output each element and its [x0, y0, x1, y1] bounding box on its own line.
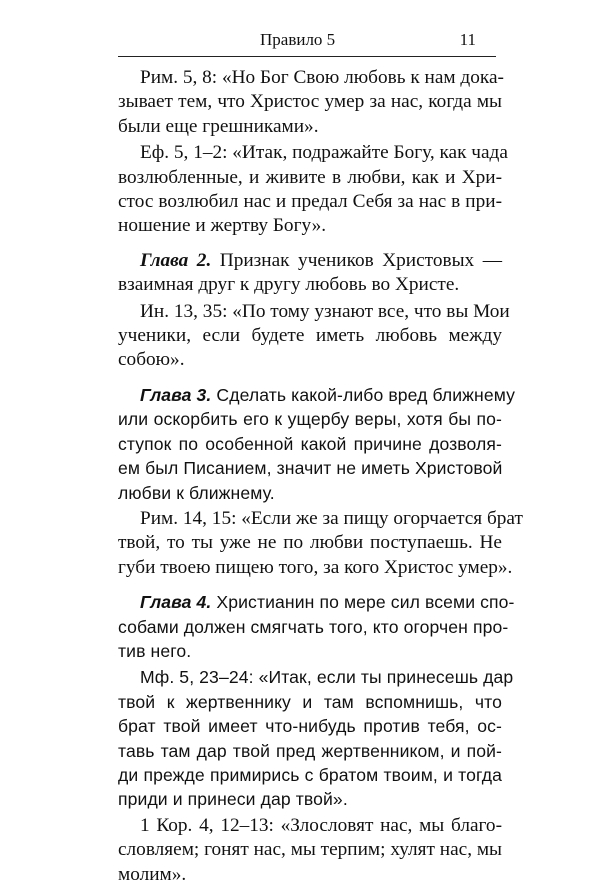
- paragraph-john-13-35: [118, 300, 510, 373]
- chapter-4-text: Христианин по мере сил всеми спо-: [211, 592, 515, 613]
- chapter-2-heading: [118, 249, 502, 298]
- text-line: стос возлюбил нас и предал Себя за нас в при-: [118, 191, 502, 213]
- text-line: ди прежде примирись с братом твоим, и тогда: [118, 764, 502, 785]
- text-line: [118, 249, 502, 273]
- text-line: словляем; гонят нас, мы терпим; хулят нас, мы: [118, 839, 502, 861]
- text-line: Ин. 13, 35: «По тому узнают все, что вы Мои: [140, 300, 510, 322]
- text-line: тив него.: [118, 640, 192, 661]
- paragraph-1-cor-4-12: [118, 814, 502, 887]
- body-text: [118, 66, 523, 887]
- text-line: ем был Писанием, значит не иметь Христовой: [118, 458, 503, 479]
- chapter-2-label: Глава 2.: [140, 249, 212, 271]
- text-line: возлюбленные, и живите в любви, как и Хри-: [118, 166, 502, 188]
- paragraph-rom-5-8: [118, 66, 502, 139]
- text-line: твой, то ты уже не по любви поступаешь. Не: [118, 532, 502, 554]
- text-line: были еще грешниками».: [118, 115, 319, 137]
- paragraph-eph-5-1: [118, 141, 508, 239]
- text-line: твой к жертвеннику и там вспомнишь, что: [118, 691, 502, 712]
- text-line: [118, 383, 516, 407]
- text-line: губи твоею пищею того, за кого Христос умер».: [118, 556, 513, 578]
- text-line: собою».: [118, 349, 185, 371]
- text-line: зывает тем, что Христос умер за нас, когда мы: [118, 91, 502, 113]
- chapter-3-heading: [118, 383, 516, 505]
- text-line: молим».: [118, 863, 187, 885]
- text-line: Рим. 14, 15: «Если же за пищу огорчается брат: [140, 507, 523, 529]
- text-line: взаимная друг к другу любовь во Христе.: [118, 274, 460, 296]
- text-line: Мф. 5, 23–24: «Итак, если ты принесешь дар: [140, 667, 514, 688]
- text-line: или оскорбить его к ущербу веры, хотя бы по-: [118, 409, 502, 430]
- text-line: ношение и жертву Богу».: [118, 215, 327, 237]
- text-line: ступок по особенной какой причине дозволя-: [118, 433, 502, 454]
- text-line: тавь там дар твой пред жертвенником, и пой-: [118, 740, 502, 761]
- text-line: приди и принеси дар твой».: [118, 789, 348, 810]
- chapter-3-label: Глава 3.: [140, 384, 212, 405]
- text-line: брат твой имеет что-нибудь против тебя, ос-: [118, 716, 502, 737]
- text-line: [118, 590, 515, 614]
- running-title: Правило 5: [260, 30, 336, 49]
- text-line: 1 Кор. 4, 12–13: «Злословят нас, мы благо-: [140, 814, 502, 836]
- paragraph-matt-5-23: [118, 665, 514, 811]
- page-number: 11: [459, 30, 476, 49]
- text-line: любви к ближнему.: [118, 482, 275, 503]
- chapter-4-heading: [118, 590, 515, 663]
- chapter-2-text: Признак учеников Христовых —: [211, 249, 502, 271]
- running-head: [118, 28, 496, 57]
- text-line: ученики, если будете иметь любовь между: [118, 325, 502, 347]
- text-line: Рим. 5, 8: «Но Бог Свою любовь к нам дока-: [140, 67, 504, 88]
- text-line: Еф. 5, 1–2: «Итак, подражайте Богу, как чада: [140, 142, 508, 164]
- chapter-3-text: Сделать какой-либо вред ближнему: [211, 384, 516, 405]
- text-line: собами должен смягчать того, кто огорчен про-: [118, 616, 509, 637]
- chapter-4-label: Глава 4.: [140, 592, 212, 613]
- paragraph-rom-14-15: [118, 507, 523, 580]
